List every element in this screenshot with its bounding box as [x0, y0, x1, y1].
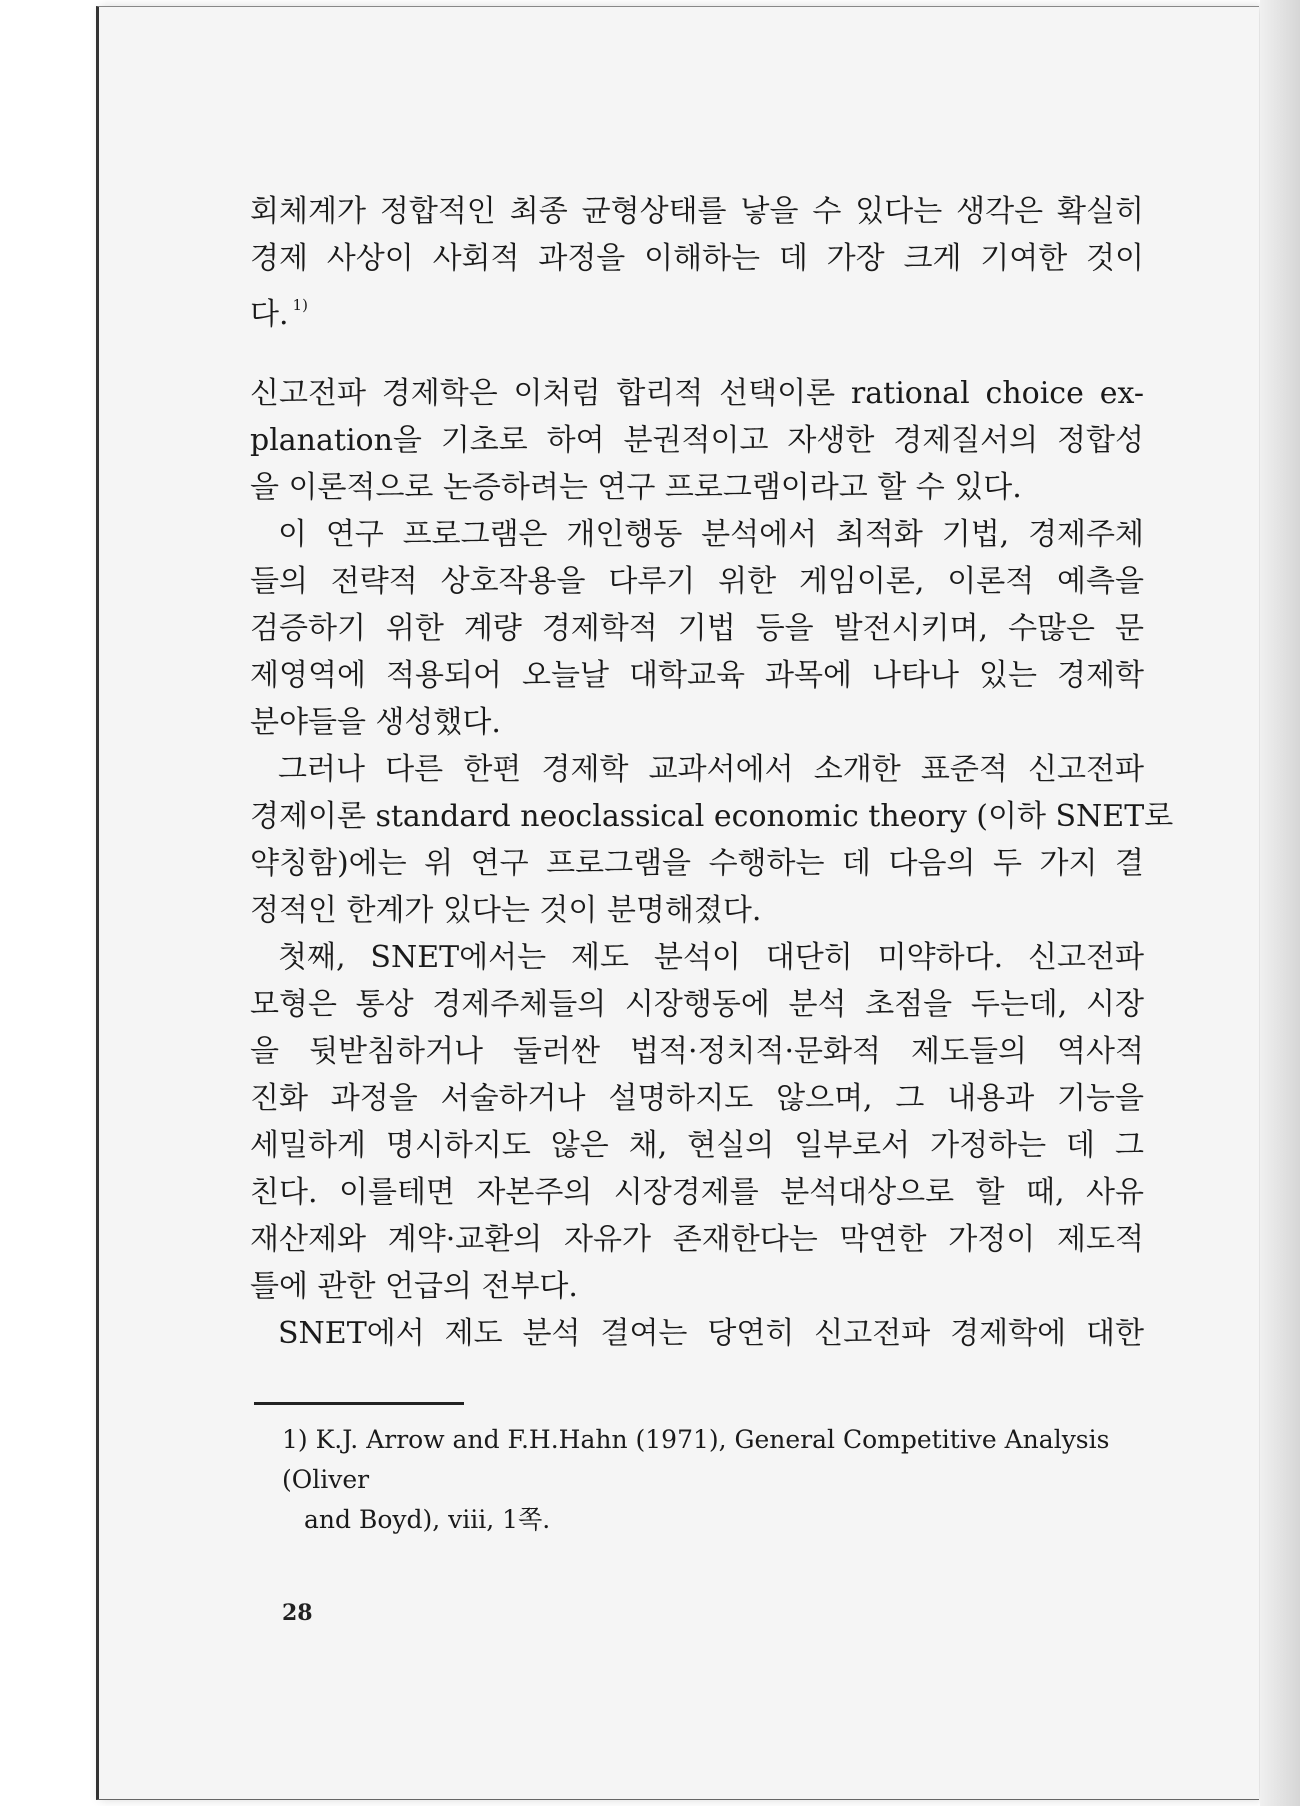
- text-line: 그러나 다른 한편 경제학 교과서에서 소개한 표준적 신고전파: [278, 752, 1144, 787]
- text-line: 이 연구 프로그램은 개인행동 분석에서 최적화 기법, 경제주체: [278, 517, 1144, 552]
- text-line-content: 다.: [250, 297, 289, 332]
- paragraph: [250, 934, 1144, 1310]
- paragraph: [250, 746, 1174, 934]
- text-line: 틀에 관한 언급의 전부다.: [250, 1269, 578, 1304]
- text-line: 들의 전략적 상호작용을 다루기 위한 게임이론, 이론적 예측을: [250, 564, 1144, 599]
- paragraph: [250, 511, 1144, 746]
- footnote-line: 1) K.J. Arrow and F.H.Hahn (1971), General Competitive Analysis (Oliver: [282, 1425, 1110, 1494]
- footnote-reference: 1): [292, 296, 308, 314]
- page-stack-edge: [1260, 0, 1300, 1806]
- text-line: 약칭함)에는 위 연구 프로그램을 수행하는 데 다음의 두 가지 결: [250, 846, 1144, 881]
- text-line: [250, 282, 1144, 332]
- paragraph: [250, 1310, 1144, 1357]
- footnote: [282, 1420, 1144, 1540]
- text-line: 진화 과정을 서술하거나 설명하지도 않으며, 그 내용과 기능을: [250, 1081, 1144, 1116]
- paragraph: [250, 370, 1144, 511]
- text-line: 검증하기 위한 계량 경제학적 기법 등을 발전시키며, 수많은 문: [250, 611, 1144, 646]
- text-line: 제영역에 적용되어 오늘날 대학교육 과목에 나타나 있는 경제학: [250, 658, 1144, 693]
- text-line: 분야들을 생성했다.: [250, 705, 501, 740]
- text-line: 경제 사상이 사회적 과정을 이해하는 데 가장 크게 기여한 것이: [250, 241, 1144, 276]
- text-line: 첫째, SNET에서는 제도 분석이 대단히 미약하다. 신고전파: [278, 940, 1144, 975]
- footnote-separator: [254, 1402, 464, 1405]
- text-line: 을 뒷받침하거나 둘러싼 법적·정치적·문화적 제도들의 역사적: [250, 1034, 1144, 1069]
- text-line: 경제이론 standard neoclassical economic theory (이하 SNET로: [250, 799, 1174, 834]
- text-line: planation을 기초로 하여 분권적이고 자생한 경제질서의 정합성: [250, 423, 1144, 458]
- text-line: SNET에서 제도 분석 결여는 당연히 신고전파 경제학에 대한: [278, 1316, 1144, 1351]
- text-line: 회체계가 정합적인 최종 균형상태를 낳을 수 있다는 생각은 확실히: [250, 194, 1144, 229]
- text-line: 친다. 이를테면 자본주의 시장경제를 분석대상으로 할 때, 사유: [250, 1175, 1144, 1210]
- text-line: 모형은 통상 경제주체들의 시장행동에 분석 초점을 두는데, 시장: [250, 987, 1144, 1022]
- text-line: 정적인 한계가 있다는 것이 분명해졌다.: [250, 893, 762, 928]
- footnote-line: and Boyd), viii, 1쪽.: [304, 1505, 551, 1534]
- page-number: 28: [282, 1600, 313, 1626]
- text-line: 재산제와 계약·교환의 자유가 존재한다는 막연한 가정이 제도적: [250, 1222, 1144, 1257]
- text-line: 을 이론적으로 논증하려는 연구 프로그램이라고 할 수 있다.: [250, 470, 1022, 505]
- text-line: 세밀하게 명시하지도 않은 채, 현실의 일부로서 가정하는 데 그: [250, 1128, 1144, 1163]
- text-line: 신고전파 경제학은 이처럼 합리적 선택이론 rational choice ex-: [250, 376, 1144, 411]
- paragraph-continued: [250, 188, 1144, 332]
